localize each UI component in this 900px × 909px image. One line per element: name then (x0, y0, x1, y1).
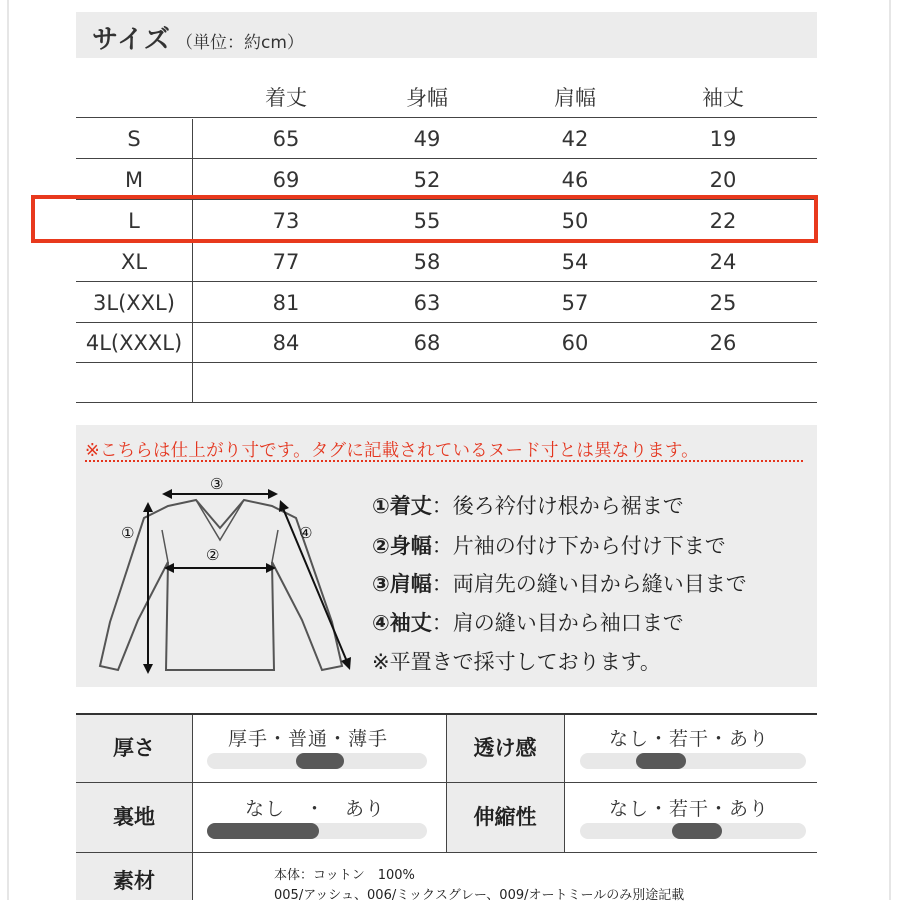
arrow-sleeve (282, 506, 348, 664)
table-cell: 46 (561, 168, 589, 192)
size-label: 3L(XXL) (93, 291, 175, 315)
table-cell: 22 (709, 209, 737, 233)
size-label: M (124, 168, 144, 192)
table-cell: 52 (413, 168, 441, 192)
col-header-width: 身幅 (406, 86, 448, 110)
table-cell: 69 (272, 168, 300, 192)
col-header-shoulder: 肩幅 (554, 86, 596, 110)
table-cell: 54 (561, 250, 589, 274)
measure-footnote: ※平置きで採寸しております。 (372, 650, 661, 674)
stretch-label: 伸縮性 (446, 783, 564, 852)
table-cell: 24 (709, 250, 737, 274)
size-label: 4L(XXXL) (85, 331, 183, 355)
sheerness-options: なし・若干・あり (609, 728, 770, 750)
table-cell: 65 (272, 127, 300, 151)
stretch-indicator (672, 823, 722, 839)
left-frame-line (7, 0, 9, 900)
table-row (76, 119, 817, 159)
arrowhead (143, 664, 153, 674)
table-cell: 81 (272, 291, 300, 315)
table-row (76, 323, 817, 363)
table-cell: 42 (561, 127, 589, 151)
size-label: S (127, 127, 141, 151)
row-divider (76, 158, 817, 159)
material-line-2: 005/アッシュ、006/ミックスグレー、009/オートミールのみ別途記載 (274, 888, 685, 903)
sheerness-track (580, 753, 806, 769)
measure-desc: ：肩の縫い目から袖口まで (431, 611, 684, 635)
table-cell: 50 (561, 209, 589, 233)
measure-item-sleeve (372, 607, 684, 637)
col-header-length: 着丈 (265, 86, 307, 110)
measure-item-shoulder (372, 568, 747, 598)
row-divider (76, 117, 817, 118)
note-underline (85, 460, 803, 462)
size-label: XL (120, 250, 148, 274)
column-divider (192, 715, 193, 900)
thickness-indicator (296, 753, 344, 769)
table-cell: 19 (709, 127, 737, 151)
table-cell: 25 (709, 291, 737, 315)
highlight-box (31, 195, 818, 243)
measure-item-width (372, 530, 726, 560)
table-cell: 84 (272, 331, 300, 355)
measure-key: ④袖丈 (372, 611, 432, 635)
measure-item-length (372, 490, 684, 520)
table-cell: 63 (413, 291, 441, 315)
arrowhead (268, 489, 278, 499)
size-label: L (128, 209, 140, 233)
table-cell: 49 (413, 127, 441, 151)
lining-indicator (207, 823, 319, 839)
column-divider (564, 715, 565, 852)
col-header-sleeve: 袖丈 (702, 86, 744, 110)
table-cell: 55 (413, 209, 441, 233)
table-row (76, 160, 817, 200)
measure-desc: ：後ろ衿付け根から裾まで (431, 494, 684, 518)
row-divider (76, 281, 817, 282)
table-row (76, 242, 817, 282)
lining-options: なし ・ あり (245, 798, 386, 820)
diagram-label-3: ③ (210, 475, 224, 493)
stretch-options: なし・若干・あり (609, 798, 770, 820)
shirt-diagram (96, 470, 356, 680)
measure-key: ③肩幅 (372, 572, 432, 596)
sheerness-indicator (636, 753, 686, 769)
diagram-label-2: ② (206, 546, 220, 564)
table-cell: 73 (272, 209, 300, 233)
arrowhead (143, 502, 153, 512)
arrowhead (162, 489, 172, 499)
material-line-1: 本体：コットン 100% (274, 868, 415, 883)
measure-desc: ：両肩先の縫い目から縫い目まで (431, 572, 747, 596)
table-cell: 57 (561, 291, 589, 315)
table-cell: 60 (561, 331, 589, 355)
diagram-label-1: ① (121, 524, 135, 542)
table-row-empty (76, 363, 817, 403)
table-cell: 20 (709, 168, 737, 192)
table-cell: 77 (272, 250, 300, 274)
size-title: サイズ (92, 25, 171, 55)
table-cell: 68 (413, 331, 441, 355)
size-unit: （単位：約cm） (176, 33, 304, 53)
table-cell: 26 (709, 331, 737, 355)
table-cell: 58 (413, 250, 441, 274)
table-row (76, 283, 817, 323)
measure-desc: ：片袖の付け下から付け下まで (431, 534, 726, 558)
collar-line (196, 500, 244, 540)
column-divider (446, 715, 447, 852)
sheerness-label: 透け感 (446, 715, 564, 782)
measure-key: ①着丈 (372, 494, 432, 518)
arrowhead (266, 563, 276, 573)
finished-size-note: ※こちらは仕上がり寸です。タグに記載されているヌード寸とは異なります。 (85, 441, 699, 461)
right-frame-line (889, 0, 891, 900)
diagram-label-4: ④ (299, 524, 313, 542)
row-divider (76, 402, 817, 403)
table-header-row (76, 78, 817, 118)
arrowhead (164, 563, 174, 573)
column-divider (192, 119, 193, 402)
material-label: 素材 (76, 853, 192, 900)
measure-key: ②身幅 (372, 534, 432, 558)
thickness-label: 厚さ (76, 715, 192, 782)
lining-label: 裏地 (76, 783, 192, 852)
left-armhole (162, 530, 168, 562)
thickness-options: 厚手・普通・薄手 (228, 728, 389, 750)
right-armhole (272, 530, 278, 562)
